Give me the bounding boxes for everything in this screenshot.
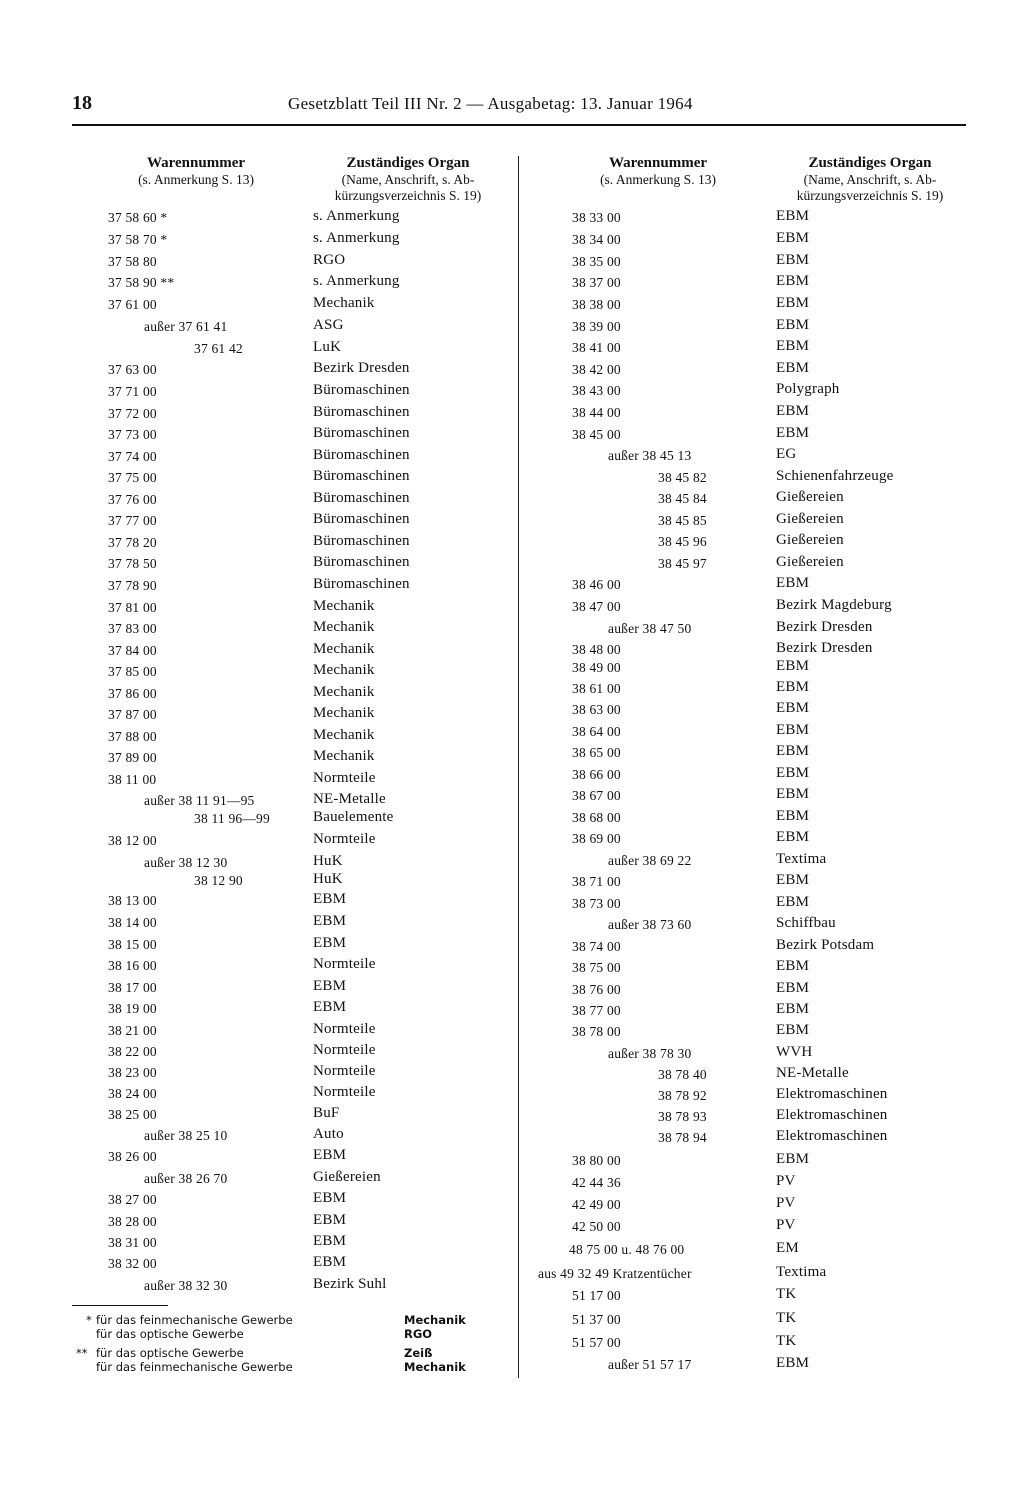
zustaendiges-organ: EBM: [776, 786, 810, 802]
warennummer: 38 46 00: [572, 577, 621, 592]
column-divider: [518, 156, 519, 1378]
zustaendiges-organ: ASG: [313, 317, 344, 333]
zustaendiges-organ: Polygraph: [776, 381, 840, 397]
warennummer: 38 48 00: [572, 642, 621, 657]
warennummer: außer 38 26 70: [144, 1171, 228, 1186]
zustaendiges-organ: TK: [776, 1310, 797, 1326]
warennummer: 38 17 00: [108, 980, 157, 995]
warennummer: 51 37 00: [572, 1312, 621, 1327]
warennummer: 38 11 00: [108, 772, 157, 787]
warennummer: 38 71 00: [572, 874, 621, 889]
warennummer: außer 38 47 50: [608, 621, 692, 636]
footnote-rule: [72, 1305, 168, 1306]
warennummer: 38 66 00: [572, 767, 621, 782]
footnote-mark: **: [76, 1346, 88, 1360]
zustaendiges-organ: Mechanik: [313, 619, 375, 635]
warennummer: 37 86 00: [108, 686, 157, 701]
zustaendiges-organ: Textima: [776, 851, 827, 867]
warennummer: 38 78 40: [658, 1067, 707, 1082]
zustaendiges-organ: EBM: [776, 894, 810, 910]
right-organ-subheading-1: (Name, Anschrift, s. Ab-: [803, 172, 937, 187]
warennummer: 38 75 00: [572, 960, 621, 975]
warennummer: 38 38 00: [572, 297, 621, 312]
warennummer: 38 12 00: [108, 833, 157, 848]
left-organ-subheading-1: (Name, Anschrift, s. Ab-: [341, 172, 475, 187]
warennummer: 38 32 00: [108, 1256, 157, 1271]
zustaendiges-organ: EBM: [776, 273, 810, 289]
zustaendiges-organ: EBM: [776, 958, 810, 974]
zustaendiges-organ: Normteile: [313, 956, 376, 972]
left-code-header: [106, 154, 286, 188]
zustaendiges-organ: Mechanik: [313, 295, 375, 311]
page-number: 18: [72, 92, 92, 114]
zustaendiges-organ: Mechanik: [313, 662, 375, 678]
warennummer: 38 31 00: [108, 1235, 157, 1250]
warennummer: 38 63 00: [572, 702, 621, 717]
warennummer: 37 84 00: [108, 643, 157, 658]
warennummer: 38 61 00: [572, 681, 621, 696]
warennummer: 38 45 97: [658, 556, 707, 571]
zustaendiges-organ: Normteile: [313, 1021, 376, 1037]
zustaendiges-organ: Bezirk Dresden: [776, 640, 873, 656]
zustaendiges-organ: Gießereien: [776, 532, 844, 548]
left-organ-heading: Zuständiges Organ: [346, 155, 470, 171]
zustaendiges-organ: EBM: [313, 913, 347, 929]
left-organ-subheading-2: kürzungsverzeichnis S. 19): [334, 188, 482, 203]
zustaendiges-organ: Schienenfahrzeuge: [776, 468, 894, 484]
warennummer: 38 44 00: [572, 405, 621, 420]
warennummer: 38 16 00: [108, 958, 157, 973]
zustaendiges-organ: Bezirk Dresden: [313, 360, 410, 376]
warennummer: 38 45 96: [658, 534, 707, 549]
warennummer: 37 81 00: [108, 600, 157, 615]
zustaendiges-organ: Schiffbau: [776, 915, 836, 931]
zustaendiges-organ: EBM: [776, 295, 810, 311]
zustaendiges-organ: Mechanik: [313, 748, 375, 764]
zustaendiges-organ: Normteile: [313, 770, 376, 786]
zustaendiges-organ: EBM: [776, 338, 810, 354]
zustaendiges-organ: EBM: [313, 1147, 347, 1163]
warennummer: 37 77 00: [108, 513, 157, 528]
zustaendiges-organ: EBM: [776, 743, 810, 759]
zustaendiges-organ: Normteile: [313, 1063, 376, 1079]
warennummer: 38 49 00: [572, 660, 621, 675]
warennummer: außer 38 11 91—95: [144, 793, 255, 808]
warennummer: 37 58 90 **: [108, 275, 175, 290]
warennummer: außer 38 73 60: [608, 917, 692, 932]
warennummer: 38 45 00: [572, 427, 621, 442]
warennummer: aus 49 32 49 Kratzentücher: [538, 1266, 692, 1281]
zustaendiges-organ: PV: [776, 1217, 796, 1233]
warennummer: 37 83 00: [108, 621, 157, 636]
warennummer: 37 85 00: [108, 664, 157, 679]
zustaendiges-organ: Bezirk Dresden: [776, 619, 873, 635]
warennummer: 38 77 00: [572, 1003, 621, 1018]
footnote-text: für das optische Gewerbe: [96, 1346, 244, 1360]
zustaendiges-organ: LuK: [313, 339, 342, 355]
zustaendiges-organ: EBM: [776, 208, 810, 224]
zustaendiges-organ: EM: [776, 1240, 799, 1256]
zustaendiges-organ: Auto: [313, 1126, 344, 1142]
zustaendiges-organ: Normteile: [313, 1042, 376, 1058]
warennummer: 37 78 20: [108, 535, 157, 550]
zustaendiges-organ: Büromaschinen: [313, 533, 410, 549]
zustaendiges-organ: Gießereien: [776, 554, 844, 570]
zustaendiges-organ: EBM: [313, 978, 347, 994]
warennummer: 37 75 00: [108, 470, 157, 485]
warennummer: 38 15 00: [108, 937, 157, 952]
zustaendiges-organ: EBM: [313, 935, 347, 951]
zustaendiges-organ: Büromaschinen: [313, 576, 410, 592]
warennummer: 38 33 00: [572, 210, 621, 225]
warennummer: 38 25 00: [108, 1107, 157, 1122]
right-organ-heading: Zuständiges Organ: [808, 155, 932, 171]
warennummer: 38 24 00: [108, 1086, 157, 1101]
zustaendiges-organ: Mechanik: [313, 727, 375, 743]
zustaendiges-organ: Bezirk Potsdam: [776, 937, 875, 953]
warennummer: 38 45 82: [658, 470, 707, 485]
warennummer: 38 42 00: [572, 362, 621, 377]
warennummer: 42 49 00: [572, 1197, 621, 1212]
warennummer: 37 61 42: [194, 341, 243, 356]
warennummer: 37 63 00: [108, 362, 157, 377]
zustaendiges-organ: s. Anmerkung: [313, 208, 400, 224]
zustaendiges-organ: Bezirk Suhl: [313, 1276, 387, 1292]
warennummer: 38 73 00: [572, 896, 621, 911]
zustaendiges-organ: EG: [776, 446, 797, 462]
zustaendiges-organ: s. Anmerkung: [313, 273, 400, 289]
warennummer: 42 50 00: [572, 1219, 621, 1234]
zustaendiges-organ: Büromaschinen: [313, 554, 410, 570]
warennummer: 38 76 00: [572, 982, 621, 997]
warennummer: 38 41 00: [572, 340, 621, 355]
zustaendiges-organ: Bauelemente: [313, 809, 394, 825]
zustaendiges-organ: BuF: [313, 1105, 340, 1121]
warennummer: 51 17 00: [572, 1288, 621, 1303]
zustaendiges-organ: EBM: [313, 1212, 347, 1228]
warennummer: 37 76 00: [108, 492, 157, 507]
right-organ-subheading-2: kürzungsverzeichnis S. 19): [796, 188, 944, 203]
zustaendiges-organ: NE-Metalle: [313, 791, 386, 807]
warennummer: 37 72 00: [108, 406, 157, 421]
zustaendiges-organ: EBM: [313, 891, 347, 907]
zustaendiges-organ: Normteile: [313, 1084, 376, 1100]
zustaendiges-organ: EBM: [776, 1001, 810, 1017]
warennummer: 37 73 00: [108, 427, 157, 442]
zustaendiges-organ: TK: [776, 1286, 797, 1302]
left-code-subheading: (s. Anmerkung S. 13): [138, 172, 254, 187]
warennummer: 38 39 00: [572, 319, 621, 334]
warennummer: 38 47 00: [572, 599, 621, 614]
warennummer: 42 44 36: [572, 1175, 621, 1190]
warennummer: 38 64 00: [572, 724, 621, 739]
warennummer: 37 61 00: [108, 297, 157, 312]
zustaendiges-organ: EBM: [776, 403, 810, 419]
zustaendiges-organ: Büromaschinen: [313, 468, 410, 484]
header-rule: [72, 124, 966, 126]
warennummer: 37 87 00: [108, 707, 157, 722]
warennummer: 38 26 00: [108, 1149, 157, 1164]
zustaendiges-organ: EBM: [776, 230, 810, 246]
zustaendiges-organ: EBM: [776, 252, 810, 268]
zustaendiges-organ: EBM: [776, 722, 810, 738]
page-header: [72, 92, 966, 122]
warennummer: 38 34 00: [572, 232, 621, 247]
warennummer: 38 11 96—99: [194, 811, 270, 826]
warennummer: 38 12 90: [194, 873, 243, 888]
zustaendiges-organ: EBM: [776, 360, 810, 376]
zustaendiges-organ: TK: [776, 1333, 797, 1349]
zustaendiges-organ: HuK: [313, 853, 343, 869]
right-organ-header: [772, 154, 968, 204]
footnote-text: für das feinmechanische Gewerbe: [96, 1360, 293, 1374]
warennummer: 38 68 00: [572, 810, 621, 825]
zustaendiges-organ: Büromaschinen: [313, 447, 410, 463]
zustaendiges-organ: EBM: [776, 700, 810, 716]
warennummer: 38 14 00: [108, 915, 157, 930]
warennummer: 51 57 00: [572, 1335, 621, 1350]
warennummer: 38 69 00: [572, 831, 621, 846]
zustaendiges-organ: EBM: [776, 765, 810, 781]
zustaendiges-organ: EBM: [776, 1355, 810, 1371]
warennummer: 37 89 00: [108, 750, 157, 765]
footnote-organ: Mechanik: [404, 1313, 466, 1327]
zustaendiges-organ: EBM: [776, 658, 810, 674]
zustaendiges-organ: Büromaschinen: [313, 490, 410, 506]
zustaendiges-organ: EBM: [313, 1254, 347, 1270]
warennummer: 37 58 60 *: [108, 210, 168, 225]
warennummer: außer 38 69 22: [608, 853, 692, 868]
warennummer: 38 78 94: [658, 1130, 707, 1145]
warennummer: 38 23 00: [108, 1065, 157, 1080]
warennummer: außer 38 78 30: [608, 1046, 692, 1061]
warennummer: 48 75 00 u. 48 76 00: [569, 1242, 685, 1257]
zustaendiges-organ: Büromaschinen: [313, 511, 410, 527]
warennummer: 38 13 00: [108, 893, 157, 908]
footnote-organ: Mechanik: [404, 1360, 466, 1374]
zustaendiges-organ: Gießereien: [776, 511, 844, 527]
zustaendiges-organ: EBM: [776, 808, 810, 824]
footnote-organ: RGO: [404, 1327, 433, 1341]
zustaendiges-organ: EBM: [313, 1190, 347, 1206]
zustaendiges-organ: EBM: [776, 1151, 810, 1167]
zustaendiges-organ: Textima: [776, 1264, 827, 1280]
zustaendiges-organ: RGO: [313, 252, 346, 268]
zustaendiges-organ: Gießereien: [776, 489, 844, 505]
footnote-text: für das optische Gewerbe: [96, 1327, 244, 1341]
zustaendiges-organ: PV: [776, 1195, 796, 1211]
warennummer: 37 78 90: [108, 578, 157, 593]
warennummer: außer 38 45 13: [608, 448, 692, 463]
right-code-heading: Warennummer: [608, 155, 708, 171]
warennummer: 38 78 00: [572, 1024, 621, 1039]
footnote-mark: *: [86, 1313, 92, 1327]
warennummer: 38 78 92: [658, 1088, 707, 1103]
left-organ-header: [310, 154, 506, 204]
warennummer: außer 38 12 30: [144, 855, 228, 870]
warennummer: außer 38 25 10: [144, 1128, 228, 1143]
zustaendiges-organ: PV: [776, 1173, 796, 1189]
warennummer: außer 38 32 30: [144, 1278, 228, 1293]
warennummer: 37 78 50: [108, 556, 157, 571]
zustaendiges-organ: WVH: [776, 1044, 813, 1060]
warennummer: 38 37 00: [572, 275, 621, 290]
right-code-header: [568, 154, 748, 188]
warennummer: 38 65 00: [572, 745, 621, 760]
warennummer: 38 21 00: [108, 1023, 157, 1038]
warennummer: 38 43 00: [572, 383, 621, 398]
warennummer: 38 45 85: [658, 513, 707, 528]
zustaendiges-organ: Mechanik: [313, 598, 375, 614]
zustaendiges-organ: Normteile: [313, 831, 376, 847]
warennummer: außer 37 61 41: [144, 319, 228, 334]
footnote-organ: Zeiß: [404, 1346, 433, 1360]
zustaendiges-organ: EBM: [776, 317, 810, 333]
warennummer: 38 78 93: [658, 1109, 707, 1124]
warennummer: 38 74 00: [572, 939, 621, 954]
zustaendiges-organ: Büromaschinen: [313, 404, 410, 420]
zustaendiges-organ: EBM: [776, 425, 810, 441]
warennummer: 37 74 00: [108, 449, 157, 464]
warennummer: 38 67 00: [572, 788, 621, 803]
warennummer: 37 58 80: [108, 254, 157, 269]
warennummer: 38 28 00: [108, 1214, 157, 1229]
zustaendiges-organ: Mechanik: [313, 684, 375, 700]
left-code-heading: Warennummer: [146, 155, 246, 171]
zustaendiges-organ: EBM: [776, 679, 810, 695]
zustaendiges-organ: Elektromaschinen: [776, 1107, 888, 1123]
zustaendiges-organ: EBM: [313, 1233, 347, 1249]
warennummer: 37 58 70 *: [108, 232, 168, 247]
zustaendiges-organ: EBM: [776, 575, 810, 591]
warennummer: 38 45 84: [658, 491, 707, 506]
zustaendiges-organ: s. Anmerkung: [313, 230, 400, 246]
warennummer: 38 80 00: [572, 1153, 621, 1168]
zustaendiges-organ: Mechanik: [313, 641, 375, 657]
zustaendiges-organ: Gießereien: [313, 1169, 381, 1185]
zustaendiges-organ: EBM: [776, 980, 810, 996]
warennummer: 38 19 00: [108, 1001, 157, 1016]
zustaendiges-organ: HuK: [313, 871, 343, 887]
zustaendiges-organ: Elektromaschinen: [776, 1086, 888, 1102]
zustaendiges-organ: NE-Metalle: [776, 1065, 849, 1081]
right-code-subheading: (s. Anmerkung S. 13): [600, 172, 716, 187]
zustaendiges-organ: EBM: [776, 872, 810, 888]
warennummer: 37 88 00: [108, 729, 157, 744]
warennummer: 37 71 00: [108, 384, 157, 399]
warennummer: 38 35 00: [572, 254, 621, 269]
zustaendiges-organ: EBM: [776, 829, 810, 845]
page-title: Gesetzblatt Teil III Nr. 2 — Ausgabetag: 13. Januar 1964: [288, 94, 693, 113]
warennummer: 38 22 00: [108, 1044, 157, 1059]
zustaendiges-organ: Elektromaschinen: [776, 1128, 888, 1144]
zustaendiges-organ: Bezirk Magdeburg: [776, 597, 892, 613]
zustaendiges-organ: EBM: [313, 999, 347, 1015]
warennummer: außer 51 57 17: [608, 1357, 692, 1372]
warennummer: 38 27 00: [108, 1192, 157, 1207]
zustaendiges-organ: EBM: [776, 1022, 810, 1038]
footnote-text: für das feinmechanische Gewerbe: [96, 1313, 293, 1327]
zustaendiges-organ: Büromaschinen: [313, 382, 410, 398]
zustaendiges-organ: Mechanik: [313, 705, 375, 721]
zustaendiges-organ: Büromaschinen: [313, 425, 410, 441]
